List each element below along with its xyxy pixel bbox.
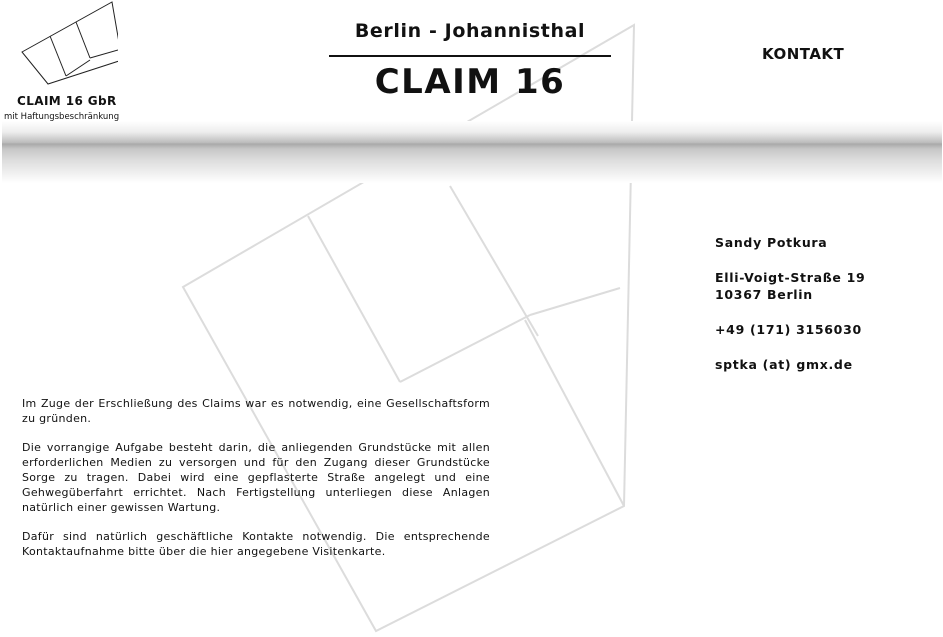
page-title: CLAIM 16 xyxy=(374,62,566,102)
contact-spacer xyxy=(715,303,935,321)
description-paragraph: Dafür sind natürlich geschäftliche Kontakte notwendig. Die entsprechende Kontaktaufnahme bitte über die hier angegebene Visitenkarte. xyxy=(22,530,490,558)
location-heading: Berlin - Johannisthal xyxy=(354,20,586,42)
plot-logo-icon xyxy=(18,0,118,100)
logo-subtitle: mit Haftungsbeschränkung xyxy=(4,112,120,122)
description-paragraph: Die vorrangige Aufgabe besteht darin, die anliegenden Grundstücke mit allen erforderlichen Medien zu versorgen und für den Zugang dieser Grundstücke Sorge zu tragen. Dabei wird eine gepflasterte Straße angelegt und eine Gehwegüberfahrt errichtet. Nach Fertigstellung unterliegen diese Anlagen natürlich einer gewissen Wartung. xyxy=(22,441,490,514)
contact-phone: +49 (171) 3156030 xyxy=(715,322,862,337)
contact-city: 10367 Berlin xyxy=(715,287,813,302)
contact-email: sptka (at) gmx.de xyxy=(715,357,853,372)
contact-name: Sandy Potkura xyxy=(715,235,828,250)
title-divider xyxy=(329,55,611,57)
company-logo xyxy=(4,0,159,125)
contact-street: Elli-Voigt-Straße 19 xyxy=(715,270,866,285)
logo-name: CLAIM 16 GbR xyxy=(17,94,117,108)
contact-spacer xyxy=(715,251,935,269)
company-description xyxy=(22,396,490,573)
nav-kontakt-link[interactable]: KONTAKT xyxy=(762,45,845,63)
header-banner xyxy=(2,121,942,183)
description-paragraph: Im Zuge der Erschließung des Claims war es notwendig, eine Gesellschaftsform zu gründen. xyxy=(22,397,490,425)
contact-spacer xyxy=(715,338,935,356)
business-card xyxy=(715,234,935,373)
